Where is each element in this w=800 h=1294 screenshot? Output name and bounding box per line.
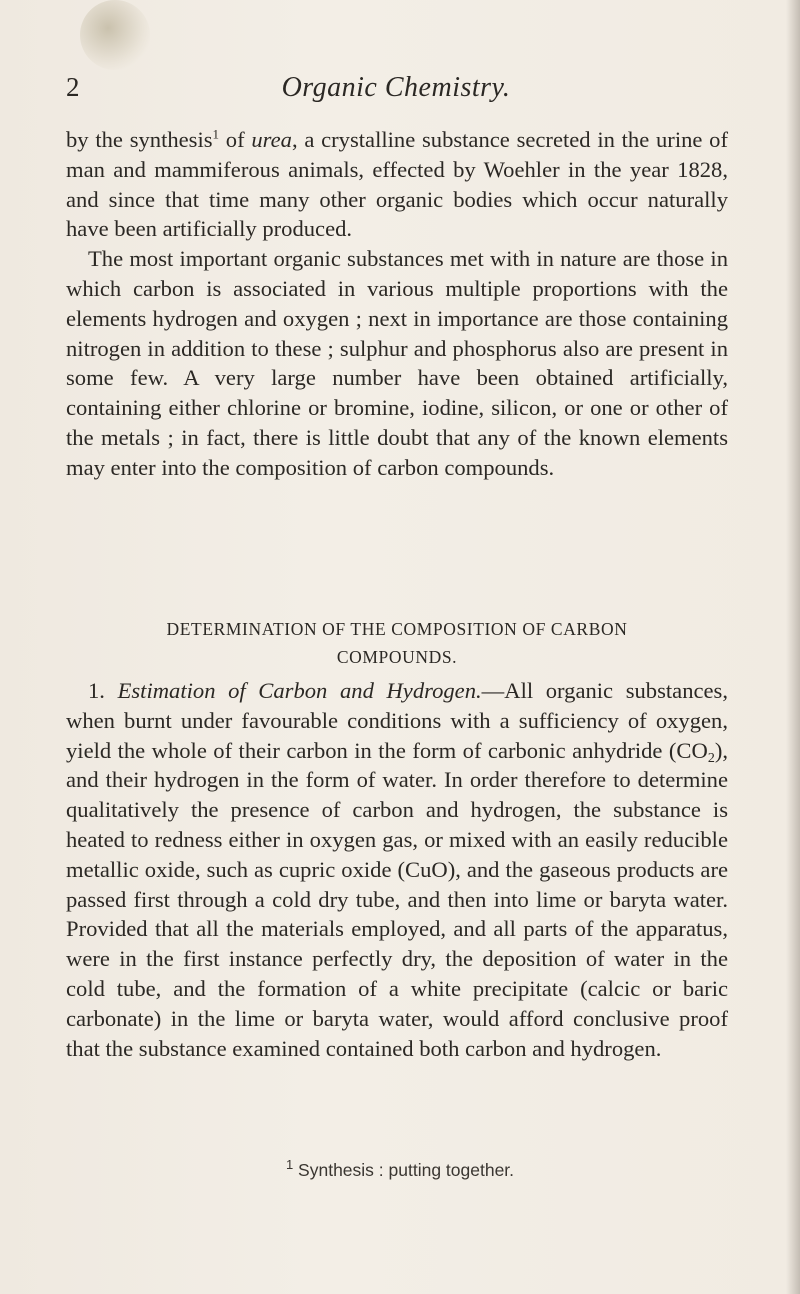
subsection-title: Estimation of Carbon and Hydrogen. [117,678,482,703]
page-edge-shadow [786,0,800,1294]
para3-text-a: —All organic substances, when burnt under favourable conditions with a sufficiency of oxygen, yield the whole of their carbon in the form of carbonic anhydride (CO [66,678,728,763]
page-stain [80,0,150,70]
subsection-text [66,676,728,1063]
footnote-text: Synthesis : putting together. [293,1160,515,1180]
paragraph-3 [66,676,728,1063]
page-header [66,72,726,112]
paragraph-2: The most important organic substances met with in nature are those in which carbon is associated in various multiple proportions with the elements hydrogen and oxygen ; next in importance are those containing nitrogen in addition to these ; sulphur and phosphorus also are present in some few. A very large number have been obtained artificially, containing either chlorine or bromine, iodine, silicon, or one or other of the metals ; in fact, there is little doubt that any of the known elements may enter into the composition of carbon compounds. [66,246,728,480]
page-number: 2 [66,72,80,102]
section-heading-line2: COMPOUNDS. [336,647,458,667]
footnote [0,1157,800,1181]
para1-text-c: , a crystalline substance secreted in the urine of man and mammiferous animals, effected by Woehler in the year 1828, and since that time many other organic bodies which occur naturally have been artificially produced. [66,127,728,242]
intro-text [66,125,728,483]
paragraph-1 [66,125,728,244]
para3-text-b: ), and their hydrogen in the form of water. In order therefore to determine qualitatively the presence of carbon and hydrogen, the substance is heated to redness either in oxygen gas, or mixed with an easily reducible metallic oxide, such as cupric oxide (CuO), and the gaseous products are passed first through a cold dry tube, and then into lime or baryta water. Provided that all the materials employed, and all parts of the apparatus, were in the first instance perfectly dry, the deposition of water in the cold tube, and the formation of a white precipitate (calcic or baric carbonate) in the lime or baryta water, would afford conclusive proof that the substance examined contained both carbon and hydrogen. [66,737,728,1061]
para1-text-a: by the synthesis [66,127,213,152]
running-head: Organic Chemistry. [281,72,511,103]
para1-text-b: of [219,127,252,152]
urea-term: urea [251,127,292,152]
subsection-number: 1. [88,678,105,703]
footnote-mark: 1 [285,1157,294,1173]
section-heading [66,615,728,671]
section-heading-line1: DETERMINATION OF THE COMPOSITION OF CARBON [166,619,628,639]
footnote-ref: 1 [212,126,220,142]
co2-subscript: 2 [707,750,715,766]
